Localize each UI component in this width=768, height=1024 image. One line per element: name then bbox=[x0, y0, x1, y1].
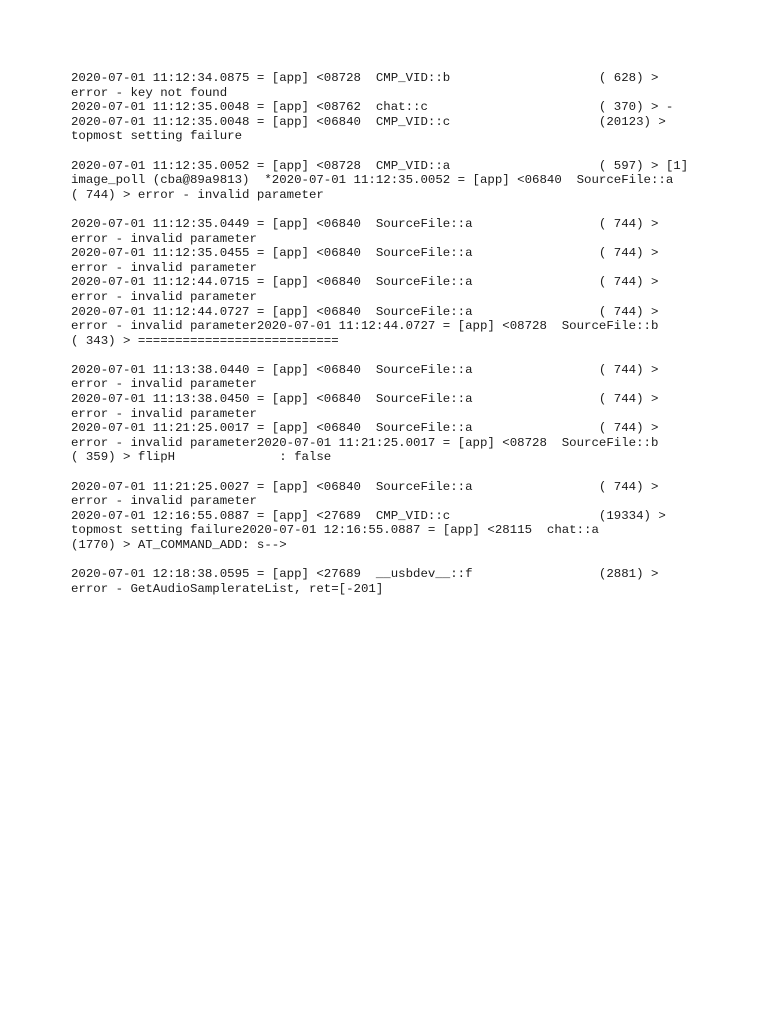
log-line: image_poll (cba@89a9813) *2020-07-01 11:12:35.0052 = [app] <06840 SourceFile::a bbox=[71, 173, 674, 188]
log-line: error - invalid parameter bbox=[71, 231, 257, 246]
log-line: 2020-07-01 11:12:35.0455 = [app] <06840 SourceFile::a ( 744) > bbox=[71, 246, 659, 261]
log-line: error - invalid parameter bbox=[71, 406, 257, 421]
log-paragraph bbox=[71, 71, 731, 144]
log-line: 2020-07-01 11:13:38.0450 = [app] <06840 SourceFile::a ( 744) > bbox=[71, 392, 659, 407]
log-line: error - key not found bbox=[71, 85, 228, 100]
log-line: 2020-07-01 12:16:55.0887 = [app] <27689 CMP_VID::c (19334) > bbox=[71, 508, 666, 523]
log-line: ( 744) > error - invalid parameter bbox=[71, 187, 324, 202]
log-line: error - invalid parameter bbox=[71, 377, 257, 392]
log-line: 2020-07-01 11:12:35.0449 = [app] <06840 SourceFile::a ( 744) > bbox=[71, 216, 659, 231]
log-line: error - invalid parameter bbox=[71, 494, 257, 509]
log-text bbox=[71, 71, 731, 611]
log-line: (1770) > AT_COMMAND_ADD: s--> bbox=[71, 538, 287, 552]
log-line: 2020-07-01 11:12:35.0048 = [app] <06840 CMP_VID::c (20123) > bbox=[71, 114, 666, 129]
log-paragraph bbox=[71, 159, 731, 203]
log-line: 2020-07-01 11:12:35.0048 = [app] <08762 chat::c ( 370) > - bbox=[71, 100, 674, 115]
log-line: topmost setting failure bbox=[71, 129, 243, 144]
log-paragraph bbox=[71, 480, 731, 553]
log-line: 2020-07-01 11:21:25.0017 = [app] <06840 SourceFile::a ( 744) > bbox=[71, 421, 659, 436]
log-line: error - invalid parameter bbox=[71, 289, 257, 304]
log-line: 2020-07-01 11:21:25.0027 = [app] <06840 SourceFile::a ( 744) > bbox=[71, 479, 659, 494]
log-line: 2020-07-01 11:12:44.0715 = [app] <06840 SourceFile::a ( 744) > bbox=[71, 275, 659, 290]
log-paragraph bbox=[71, 363, 731, 465]
log-line: error - invalid parameter bbox=[71, 260, 257, 275]
log-line: 2020-07-01 11:12:34.0875 = [app] <08728 CMP_VID::b ( 628) > bbox=[71, 71, 659, 85]
log-paragraph bbox=[71, 567, 731, 596]
log-line: error - GetAudioSamplerateList, ret=[-201] bbox=[71, 581, 384, 596]
log-line: error - invalid parameter2020-07-01 11:21:25.0017 = [app] <08728 SourceFile::b bbox=[71, 435, 659, 450]
log-line: topmost setting failure2020-07-01 12:16:55.0887 = [app] <28115 chat::a bbox=[71, 523, 599, 538]
log-line: 2020-07-01 11:13:38.0440 = [app] <06840 SourceFile::a ( 744) > bbox=[71, 362, 659, 377]
log-line: 2020-07-01 12:18:38.0595 = [app] <27689 __usbdev__::f (2881) > bbox=[71, 567, 659, 582]
log-paragraph bbox=[71, 217, 731, 348]
log-line: 2020-07-01 11:12:35.0052 = [app] <08728 CMP_VID::a ( 597) > [1] bbox=[71, 158, 689, 173]
log-line: ( 359) > flipH : false bbox=[71, 450, 332, 465]
log-line: 2020-07-01 11:12:44.0727 = [app] <06840 SourceFile::a ( 744) > bbox=[71, 304, 659, 319]
log-line: error - invalid parameter2020-07-01 11:12:44.0727 = [app] <08728 SourceFile::b bbox=[71, 319, 659, 334]
log-line: ( 343) > =========================== bbox=[71, 333, 339, 348]
